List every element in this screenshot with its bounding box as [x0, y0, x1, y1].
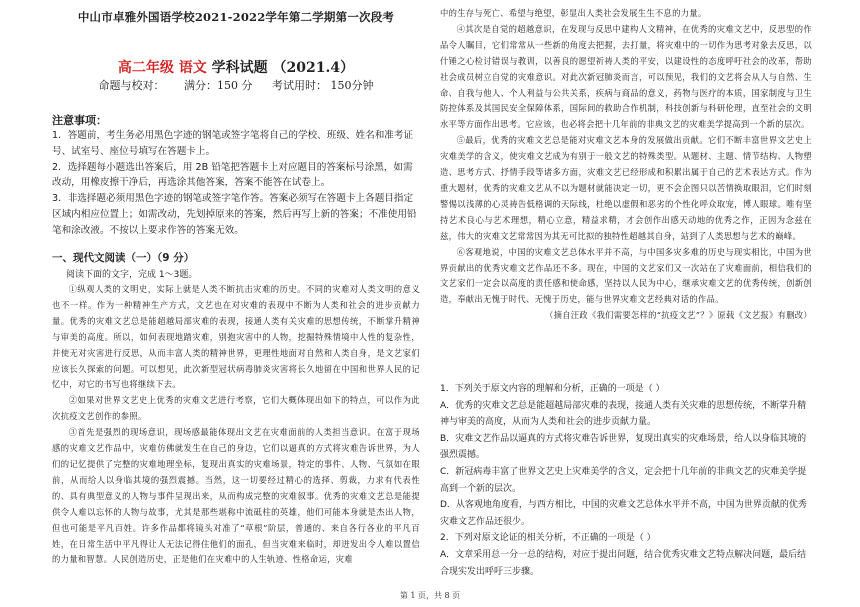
passage-paragraph: ①纵观人类的文明史，实际上就是人类不断抗击灾难的历史。不同的灾难对人类文明的意义也不一样。作为一种精神生产方式，文艺也在对灾难的表现中不断为人类和社会的进步贡献力量。优秀的灾难文艺总是能超越局部灾难的表现，接通人类有关灾难的思想传统，不断掌升精神与审美的高度。所以，如何表现地踏灾难，别抱灾害中的人物，挖掘特殊情境中人性的复杂性，并使无对灾害进行反思，从而丰富人类的精神世界，更理性地面对自然和人类自身，是文艺家们应该长久探索的问题。可以想见，此次新型冠状病毒肺炎灾害将长久地留在中国和世界人民的记忆中，对它的书写也将继续下去。 [52, 284, 420, 390]
grade-label: 高二年级 [117, 60, 174, 76]
passage-paragraph: ②如果对世界文艺史上优秀的灾难文艺进行考察，它们大概体现出如下的特点，可以作为此次抗疫文艺创作的参照。 [52, 395, 420, 422]
passage-paragraph: ④其次是自觉的超越意识，在发现与反思中建构人文精神，在优秀的灾难文艺中，反思型的作品令人瞩目，它们常常从一些新的角度去把握，去打量，将灾难中的一切作为思考对象去反思，以什锤之心检讨错误与教训，以善良的愿望祈祷人类的平安，以建设性的态度呼吁社会的改革，帮助社会成员树立自觉的灾难意识。对此次新冠肺炎而言，可以预见，我们的文艺将会从人与自然、生命、自我与他人、个人利益与公共关系，疾病与商品的意义，药物与医疗的本质，国家制度与卫生防控体系及其国民安全保障体系，国际间的救助合作机制，科技创新与科研伦理，直至社会的文明水平等方面作出思考。它应该，也必将会把十几年前的非典文艺的灾难美学提高到一个新的层次。 [440, 23, 812, 130]
test-name: 学科试题 [211, 60, 268, 76]
grade-subject-line [52, 57, 420, 77]
question-option: A．文章采用总一分一总的结构，对应于提出问题，结合优秀灾难文艺特点解决问题，最后结合现实发出呼吁三步骤。 [440, 549, 807, 577]
score-label: 满分：150 分 [184, 79, 253, 92]
notice-heading: 注意事项： [52, 114, 107, 127]
question-option: C．新冠病毒丰富了世界文艺史上灾难美学的含义，定会把十几年前的非典文艺的灾难美学提高到一个新的层次。 [440, 466, 807, 494]
passage-paragraph: ⑤最后，优秀的灾难文艺总是能对灾难文艺本身的发展做出贡献。它们不断丰富世界文艺史上灾难美学的含义，使灾难文艺成为有别于一般文艺的特殊类型。从题材、主题、情节结构、人物塑造、思考方式、抒情手段等诸多方面，灾难文艺已经形成和积累出属于自己的艺术表达方式。作为重大题材，优秀的灾难文艺从不以为题材就能决定一切，更不会企图只以苦情换取眼泪，它们时刻警惕以浅薄的心灵祷告低格调的天际线，杜绝以虚假和恶劣的个性化呼众取宠，博人眼球。唯有坚持艺术良心与艺术理想，精心立意，精益求精，才会创作出感天动地的优秀之作，正因为念兹在兹，伟大的灾难文艺常常因为其无可比拟的独特性超越其自身，站到了人类思想与艺术的巅峰。 [440, 135, 812, 241]
section-intro: 阅读下面的文字，完成 1～3题。 [66, 270, 198, 280]
passage-right [440, 6, 812, 324]
setter-label: 命题与校对： [98, 79, 165, 92]
notice-item: 1．答题前，考生务必用黑色字迹的钢笔或签字笔将自己的学校、班级、姓名和准考证号、试室号、座位号填写在答题卡上。 [52, 130, 414, 157]
duration-label: 考试用时： 150分钟 [272, 79, 374, 92]
notice-item: 2．选择题每小题选出答案后，用 2B 铅笔把答题卡上对应题目的答案标号涂黑，如需改动，用橡皮擦干净后，再选涂其他答案，答案不能答在试卷上。 [52, 161, 413, 189]
question-option: B．灾难文艺作品以逼真的方式将灾难告诉世界，复现出真实的灾难场景，给人以身临其境的强烈震撼。 [440, 433, 807, 461]
passage-paragraph: ③首先是强烈的现场意识，现场感最能体现出文艺在灾难面前的人类担当意识。在富于现场感的灾难文艺作品中，灾难仿佛就发生在自己的身边，它们以逼真的方式将灾难告诉世界，为人们的记忆提供了完整的灾难地理坐标，复现出真实的灾难场景，特定的事件、人物、气氛如在眼前，从而给人以身临其境的强烈震撼。当然，这一切要经过精心的选择、剪裁，力求有代表性的、具有典型意义的人物与事件呈现出来，从而构成完整的灾难叙事。优秀的灾难文艺总是能提供令人难以忘怀的人物与故事，尤其是那些堪称中流砥柱的英雄，他们可能本身就是杰出人物，但也可能是平凡百姓。许多作品都将镜头对准了“草根”阶层，普通的、来自各行各业的平凡百姓，在日常生活中平凡得让人无法记得住他们的面孔，但当灾难来临时，却迸发出令人难以置信的力量和智慧。人民创造历史，正是他们在灾难中的人生轨迹、性格命运，灾难 [52, 427, 420, 565]
notice-item: 3．非选择题必须用黑色字迹的钢笔或签字笔作答。答案必须写在答题卡上各题目指定区域内相应位置上；如需改动，先划掉原来的答案，然后再写上新的答案；不准使用铅笔和涂改液。不按以上要求作答的答案无效。 [52, 193, 417, 236]
section-heading: 一、现代文阅读（一）（9 分） [52, 252, 195, 264]
exam-title: 中山市卓雅外国语学校2021-2022学年第二学期第一次段考 [77, 10, 395, 24]
question-option: A．优秀的灾难文艺总是能超越局部灾难的表现，接通人类有关灾难的思想传统，不断掌升精神与审美的高度，从而为人类和社会的进步贡献力量。 [440, 400, 807, 428]
passage-paragraph: ⑥客观地说，中国的灾难文艺总体水平并不高，与中国多灾多难的历史与现实相比，中国为世界贡献出的优秀灾难文艺作品还不多。现在，中国的文艺家们又一次站在了灾难面前，相信我们的文艺家们一定会以高度的责任感和使命感，坚持以人民为中心，继承灾难文艺的优秀传统，创新创造，奉献出无愧于时代、无愧于历史，能与世界灾难文艺经典对话的作品。 [440, 246, 812, 305]
subject-label: 语文 [178, 60, 207, 76]
notice-list [52, 128, 420, 239]
question-list [440, 381, 812, 580]
question-option: D．从客观地角度看，与西方相比，中国的灾难文艺总体水平并不高，中国为世界贡献的优秀灾难文艺作品还很少。 [440, 500, 807, 527]
page-footer: 第 1 页，共 8 页 [399, 591, 461, 600]
passage-source: （摘自汪政《我们需要怎样的“抗疫文艺”？》原载《文艺报》有删改） [545, 310, 812, 321]
exam-meta [52, 77, 420, 93]
passage-paragraph: 中的生存与死亡、希望与绝望，彰显出人类社会发展生生不息的力量。 [440, 8, 707, 18]
question-stem: 1．下列关于原文内容的理解和分析，正确的一项是（ ） [440, 384, 665, 394]
question-stem: 2．下列对原文论证的相关分析，不正确的一项是（ ） [440, 533, 656, 544]
exam-date: （2021.4） [272, 60, 355, 76]
passage-left [52, 282, 420, 568]
